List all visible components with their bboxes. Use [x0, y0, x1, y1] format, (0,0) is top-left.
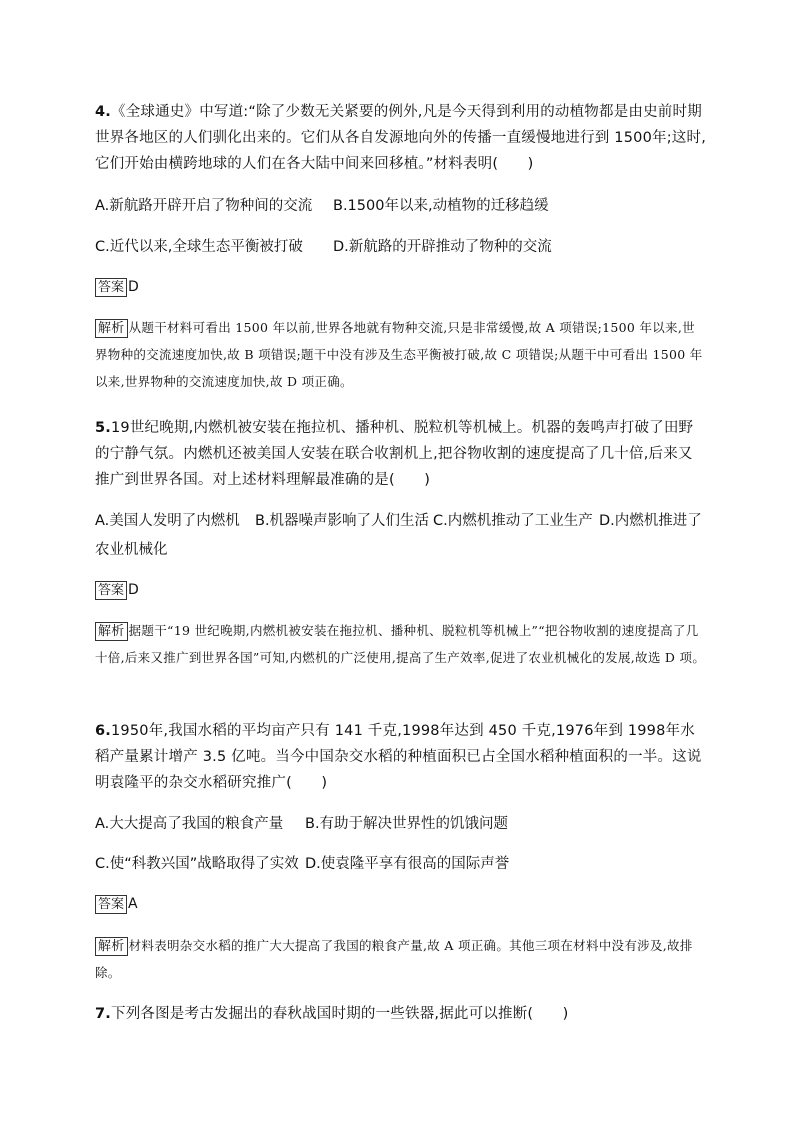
explanation-label: 解析	[95, 937, 128, 956]
answer-value: D	[128, 279, 139, 295]
option-d: D.使袁隆平享有很高的国际声誉	[305, 856, 510, 872]
question-4	[95, 99, 707, 177]
question-4-options-row-2	[95, 234, 715, 260]
question-5-options-row-2	[95, 537, 715, 563]
explanation-4	[95, 314, 707, 395]
question-text: 下列各图是考古发掘出的春秋战国时期的一些铁器,据此可以推断( )	[111, 1006, 569, 1022]
question-4-options-row-1	[95, 193, 715, 219]
explanation-text: 从题干材料可看出 1500 年以前,世界各地就有物种交流,只是非常缓慢,故 A 项错误;1500 年以来,世界物种的交流速度加快,故 B 项错误;题干中没有涉及生态平衡被打破,故 C 项错误;从题干中可看出 1500 年以来,世界物种的交流速度加快,故 D 项正确。	[95, 320, 703, 389]
question-text: 1950年,我国水稻的平均亩产只有 141 千克,1998年达到 450 千克,1976年到 1998年水稻产量累计增产 3.5 亿吨。当今中国杂交水稻的种植面积已占全国水稻种植面积的一半。这说明袁隆平的杂交水稻研究推广( )	[95, 723, 702, 791]
question-number: 4.	[95, 104, 111, 120]
option-d-continued: 农业机械化	[95, 542, 168, 558]
option-c: C.内燃机推动了工业生产	[433, 513, 593, 529]
answer-4	[95, 277, 139, 297]
explanation-6	[95, 932, 707, 986]
question-number: 7.	[95, 1006, 111, 1022]
question-6-options-row-2	[95, 851, 715, 877]
option-d: D.新航路的开辟推动了物种的交流	[333, 239, 552, 255]
explanation-5	[95, 617, 707, 671]
question-text: 《全球通史》中写道:“除了少数无关紧要的例外,凡是今天得到利用的动植物都是由史前时期世界各地区的人们驯化出来的。它们从各自发源地向外的传播一直缓慢地进行到 1500年;这时,它们开始由横跨地球的人们在各大陆中间来回移植。”材料表明( )	[95, 104, 707, 172]
question-number: 6.	[95, 723, 111, 739]
question-7	[95, 1001, 707, 1027]
question-number: 5.	[95, 420, 111, 436]
option-c: C.使“科教兴国”战略取得了实效	[95, 856, 299, 872]
option-a: A.美国人发明了内燃机	[95, 513, 240, 529]
option-a: A.大大提高了我国的粮食产量	[95, 816, 284, 832]
question-6	[95, 718, 707, 796]
answer-label: 答案	[95, 278, 127, 297]
option-a: A.新航路开辟开启了物种间的交流	[95, 198, 313, 214]
answer-5	[95, 580, 139, 600]
option-d: D.内燃机推进了	[599, 513, 702, 529]
answer-value: A	[128, 896, 138, 912]
option-b: B.机器噪声影响了人们生活	[255, 513, 430, 529]
explanation-text: 据题干“19 世纪晚期,内燃机被安装在拖拉机、播种机、脱粒机等机械上”“把谷物收割的速度提高了几十倍,后来又推广到世界各国”可知,内燃机的广泛使用,提高了生产效率,促进了农业机械化的发展,故选 D 项。	[95, 623, 706, 665]
explanation-label: 解析	[95, 319, 128, 338]
question-5-options-row-1	[95, 508, 715, 534]
option-b: B.有助于解决世界性的饥饿问题	[305, 816, 509, 832]
answer-value: D	[128, 582, 139, 598]
explanation-label: 解析	[95, 622, 128, 641]
question-6-options-row-1	[95, 811, 715, 837]
answer-label: 答案	[95, 895, 127, 914]
explanation-text: 材料表明杂交水稻的推广大大提高了我国的粮食产量,故 A 项正确。其他三项在材料中没有涉及,故排除。	[95, 938, 693, 980]
option-c: C.近代以来,全球生态平衡被打破	[95, 239, 303, 255]
answer-6	[95, 894, 138, 914]
answer-label: 答案	[95, 581, 127, 600]
option-b: B.1500年以来,动植物的迁移趋缓	[333, 198, 549, 214]
question-5	[95, 415, 707, 493]
question-text: 19世纪晚期,内燃机被安装在拖拉机、播种机、脱粒机等机械上。机器的轰鸣声打破了田野的宁静气氛。内燃机还被美国人安装在联合收割机上,把谷物收割的速度提高了几十倍,后来又推广到世界各国。对上述材料理解最准确的是( )	[95, 420, 694, 488]
